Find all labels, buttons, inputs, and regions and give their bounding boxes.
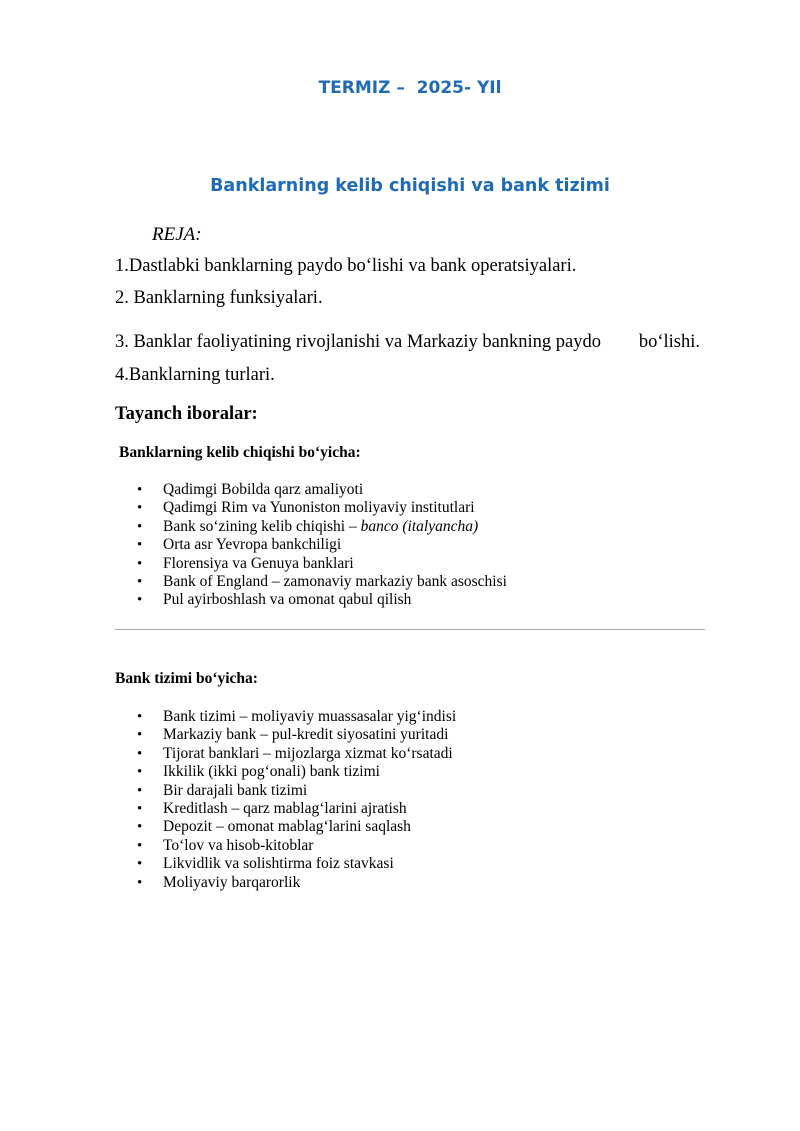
plan-item-4: 4.Banklarning turlari. (115, 365, 275, 385)
header-title: TERMIZ – 2025- YIl (318, 78, 502, 98)
key-terms-heading: Tayanch iboralar: (115, 404, 258, 424)
origin-list (137, 481, 507, 610)
list-item-italic: banco (italyancha) (360, 517, 479, 535)
plan-item-3-end: bo‘lishi. (638, 332, 700, 352)
list-item: • Florensiya va Genuya banklari (137, 555, 507, 573)
list-item: • Ikkilik (ikki pog‘onali) bank tizimi (137, 763, 456, 781)
list-item: • Bank of England – zamonaviy markaziy bank asoschisi (137, 573, 507, 591)
list-item: • Tijorat banklari – mijozlarga xizmat ko‘rsatadi (137, 745, 456, 763)
list-item: • Bank tizimi – moliyaviy muassasalar yig‘indisi (137, 708, 456, 726)
plan-item-2: 2. Banklarning funksiyalari. (115, 288, 323, 308)
list-item: • Qadimgi Bobilda qarz amaliyoti (137, 481, 507, 499)
plan-item-3-text: 3. Banklar faoliyatining rivojlanishi va Markaziy bankning paydo (115, 332, 602, 352)
plan-item-1: 1.Dastlabki banklarning paydo bo‘lishi va bank operatsiyalari. (115, 256, 577, 276)
list-item: • Pul ayirboshlash va omonat qabul qilish (137, 591, 507, 609)
system-section-heading: Bank tizimi bo‘yicha: (115, 670, 258, 687)
list-item: • Kreditlash – qarz mablag‘larini ajratish (137, 800, 456, 818)
list-item-text: Bank so‘zining kelib chiqishi – (163, 517, 361, 535)
system-list (137, 708, 456, 892)
plan-label: REJA: (152, 224, 202, 245)
plan-item-3 (115, 332, 700, 353)
list-item: • Depozit – omonat mablag‘larini saqlash (137, 818, 456, 836)
list-item: • Likvidlik va solishtirma foiz stavkasi (137, 855, 456, 873)
list-item: • Qadimgi Rim va Yunoniston moliyaviy institutlari (137, 499, 507, 517)
section-divider (115, 629, 705, 630)
list-item: • Bir darajali bank tizimi (137, 782, 456, 800)
list-item: • To‘lov va hisob-kitoblar (137, 837, 456, 855)
origin-section-heading: Banklarning kelib chiqishi bo‘yicha: (119, 444, 361, 461)
list-item (137, 518, 507, 536)
list-item: • Orta asr Yevropa bankchiligi (137, 536, 507, 554)
document-title: Banklarning kelib chiqishi va bank tizimi (210, 176, 610, 196)
list-item: • Markaziy bank – pul-kredit siyosatini yuritadi (137, 726, 456, 744)
list-item: • Moliyaviy barqarorlik (137, 874, 456, 892)
